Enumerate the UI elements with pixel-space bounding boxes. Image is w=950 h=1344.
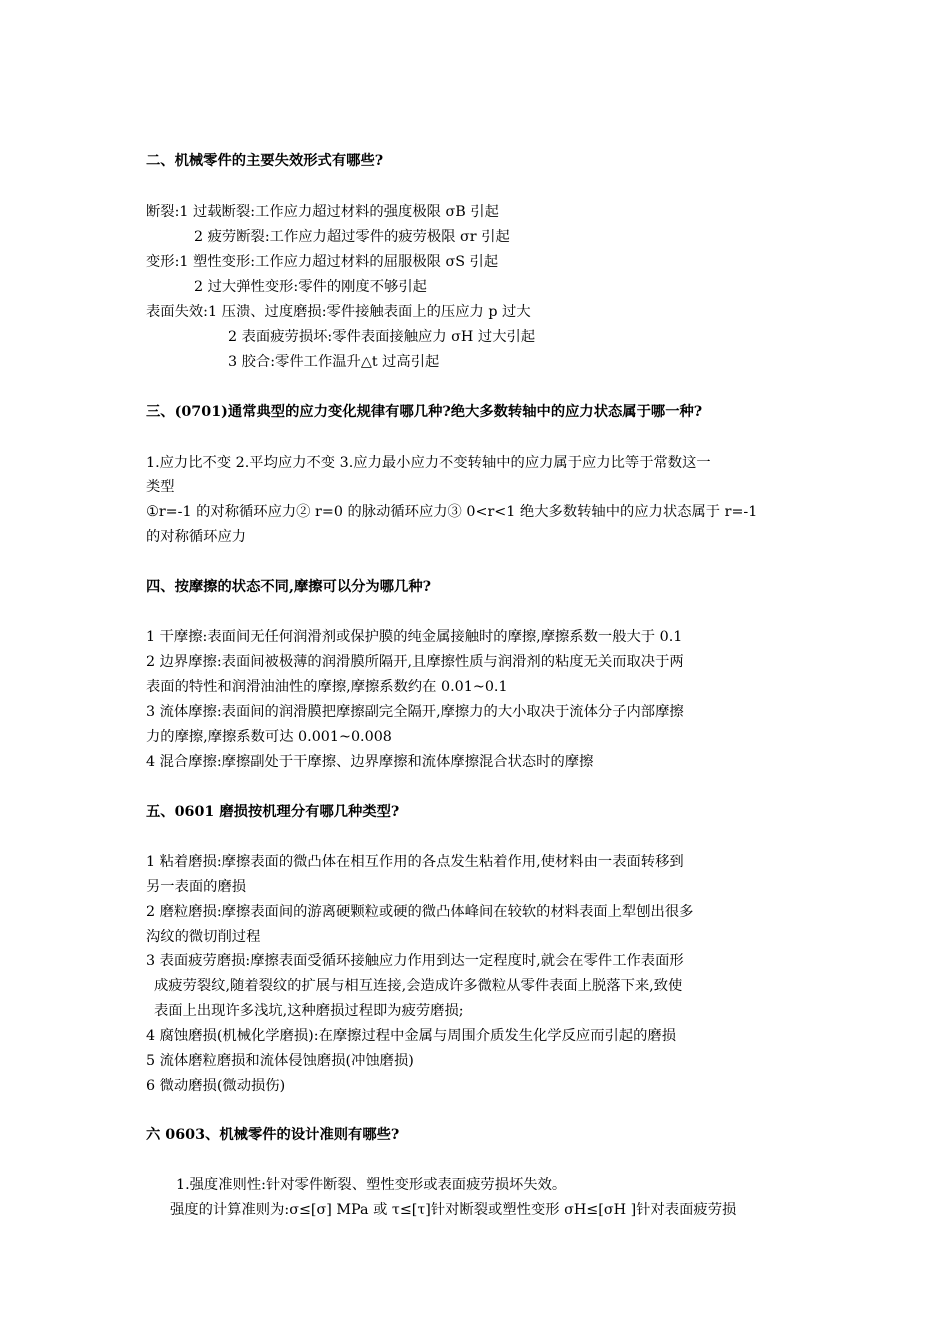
friction-dry: 1 干摩擦:表面间无任何润滑剂或保护膜的纯金属接触时的摩擦,摩擦系数一般大于 0.1 (146, 629, 683, 645)
friction-mixed: 4 混合摩擦:摩擦副处于干摩擦、边界摩擦和流体摩擦混合状态时的摩擦 (146, 754, 594, 770)
failure-deformation-plastic: 变形:1 塑性变形:工作应力超过材料的屈服极限 σS 引起 (146, 254, 499, 270)
section3-heading: 三、(0701)通常典型的应力变化规律有哪几种?绝大多数转轴中的应力状态属于哪一种? (146, 404, 703, 420)
section4-heading: 四、按摩擦的状态不同,摩擦可以分为哪几种? (146, 579, 431, 595)
wear-abrasive-1: 2 磨粒磨损:摩擦表面间的游离硬颗粒或硬的微凸体峰间在较软的材料表面上犁刨出很多 (146, 904, 694, 920)
section3-line-2: 类型 (146, 479, 175, 495)
section5-heading: 五、0601 磨损按机理分有哪几种类型? (146, 804, 400, 820)
section3-line-4: 的对称循环应力 (146, 529, 247, 545)
criterion-strength-formula: 强度的计算准则为:σ≤[σ] MPa 或 τ≤[τ]针对断裂或塑性变形 σH≤[σH ]针对表面疲劳损 (170, 1202, 737, 1218)
failure-fracture-fatigue: 2 疲劳断裂:工作应力超过零件的疲劳极限 σr 引起 (194, 229, 510, 245)
criterion-strength: 1.强度准则性:针对零件断裂、塑性变形或表面疲劳损坏失效。 (176, 1177, 567, 1193)
section6-heading: 六 0603、机械零件的设计准则有哪些? (146, 1127, 400, 1143)
friction-boundary-1: 2 边界摩擦:表面间被极薄的润滑膜所隔开,且摩擦性质与润滑剂的粘度无关而取决于两 (146, 654, 684, 670)
wear-adhesive-1: 1 粘着磨损:摩擦表面的微凸体在相互作用的各点发生粘着作用,使材料由一表面转移到 (146, 854, 684, 870)
wear-fatigue-3: 表面上出现许多浅坑,这种磨损过程即为疲劳磨损; (154, 1003, 464, 1019)
friction-fluid-1: 3 流体摩擦:表面间的润滑膜把摩擦副完全隔开,摩擦力的大小取决于流体分子内部摩擦 (146, 704, 684, 720)
wear-fatigue-1: 3 表面疲劳磨损:摩擦表面受循环接触应力作用到达一定程度时,就会在零件工作表面形 (146, 953, 684, 969)
wear-fatigue-2: 成疲劳裂纹,随着裂纹的扩展与相互连接,会造成许多微粒从零件表面上脱落下来,致使 (154, 978, 683, 994)
wear-fretting: 6 微动磨损(微动损伤) (146, 1078, 286, 1094)
friction-fluid-2: 力的摩擦,摩擦系数可达 0.001~0.008 (146, 729, 392, 745)
failure-surface-fatigue: 2 表面疲劳损坏:零件表面接触应力 σH 过大引起 (228, 329, 536, 345)
friction-boundary-2: 表面的特性和润滑油油性的摩擦,摩擦系数约在 0.01~0.1 (146, 679, 508, 695)
failure-surface-gluing: 3 胶合:零件工作温升△t 过高引起 (228, 354, 440, 370)
section3-line-1: 1.应力比不变 2.平均应力不变 3.应力最小应力不变转轴中的应力属于应力比等于常数这一 (146, 455, 711, 471)
failure-deformation-elastic: 2 过大弹性变形:零件的刚度不够引起 (194, 279, 427, 295)
section3-line-3: ①r=-1 的对称循环应力② r=0 的脉动循环应力③ 0<r<1 绝大多数转轴中的应力状态属于 r=-1 (146, 504, 758, 520)
wear-abrasive-2: 沟纹的微切削过程 (146, 929, 261, 945)
wear-fluid-erosion: 5 流体磨粒磨损和流体侵蚀磨损(冲蚀磨损) (146, 1053, 414, 1069)
failure-fracture-overload: 断裂:1 过载断裂:工作应力超过材料的强度极限 σB 引起 (146, 204, 499, 220)
wear-adhesive-2: 另一表面的磨损 (146, 879, 247, 895)
wear-corrosive: 4 腐蚀磨损(机械化学磨损):在摩擦过程中金属与周围介质发生化学反应而引起的磨损 (146, 1028, 676, 1044)
failure-surface-crush: 表面失效:1 压溃、过度磨损:零件接触表面上的压应力 p 过大 (146, 304, 531, 320)
section2-heading: 二、机械零件的主要失效形式有哪些? (146, 153, 384, 169)
